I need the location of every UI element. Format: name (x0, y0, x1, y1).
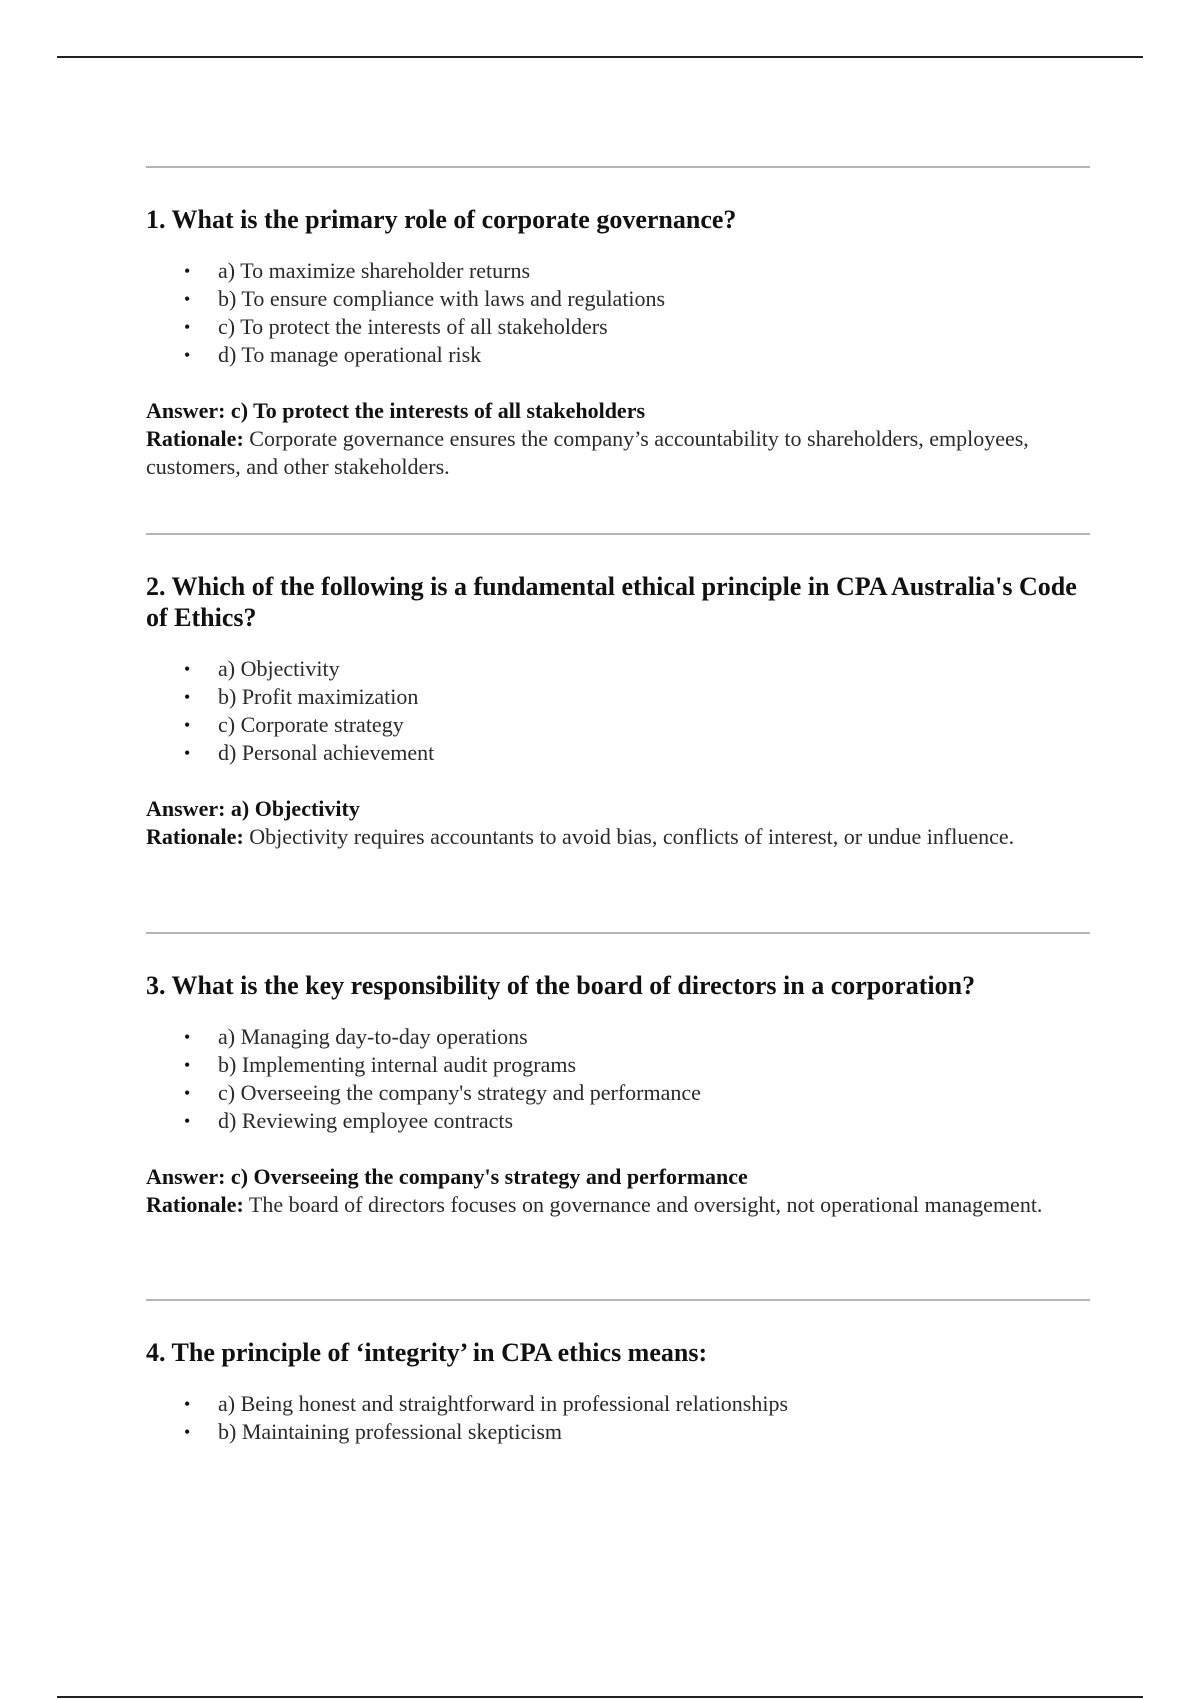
bullet-icon: • (184, 1083, 191, 1103)
bullet-icon: • (184, 1111, 191, 1131)
question-title: 4. The principle of ‘integrity’ in CPA ethics means: (146, 1338, 708, 1367)
page-bottom-rule (57, 1696, 1143, 1698)
option-text: b) Profit maximization (218, 684, 419, 709)
option-text: b) To ensure compliance with laws and regulations (218, 286, 666, 311)
option-text: a) Managing day-to-day operations (218, 1024, 528, 1049)
question-1 (146, 166, 1090, 481)
question-divider (146, 1299, 1090, 1301)
question-4 (146, 1299, 1090, 1446)
question-2 (146, 533, 1090, 851)
question-divider (146, 932, 1090, 934)
bullet-icon: • (184, 317, 191, 337)
option-item (146, 1051, 1090, 1079)
answer-block (146, 795, 1090, 851)
answer-text: Answer: a) Objectivity (146, 796, 360, 821)
bullet-icon: • (184, 743, 191, 763)
bullet-icon: • (184, 261, 191, 281)
bullet-icon: • (184, 289, 191, 309)
option-text: d) Personal achievement (218, 740, 435, 765)
rationale-label: Rationale: (146, 824, 244, 849)
answer-block (146, 1163, 1090, 1219)
option-item (146, 257, 1090, 285)
question-divider (146, 166, 1090, 168)
bullet-icon: • (184, 1027, 191, 1047)
rationale-label: Rationale: (146, 1192, 244, 1217)
option-text: d) To manage operational risk (218, 342, 482, 367)
option-text: b) Maintaining professional skepticism (218, 1419, 562, 1444)
option-text: a) Being honest and straightforward in professional relationships (218, 1391, 789, 1416)
option-text: b) Implementing internal audit programs (218, 1052, 577, 1077)
answer-block (146, 397, 1090, 481)
option-item (146, 1023, 1090, 1051)
rationale-text: Objectivity requires accountants to avoid bias, conflicts of interest, or undue influence. (249, 824, 1015, 849)
rationale-text: The board of directors focuses on governance and oversight, not operational management. (248, 1192, 1043, 1217)
option-text: d) Reviewing employee contracts (218, 1108, 514, 1133)
option-list (146, 1023, 1090, 1135)
option-list (146, 655, 1090, 767)
option-item (146, 711, 1090, 739)
option-item (146, 1107, 1090, 1135)
bullet-icon: • (184, 345, 191, 365)
option-item (146, 655, 1090, 683)
bullet-icon: • (184, 659, 191, 679)
bullet-icon: • (184, 715, 191, 735)
question-3 (146, 932, 1090, 1219)
option-text: c) Corporate strategy (218, 712, 404, 737)
option-item (146, 739, 1090, 767)
option-list (146, 1390, 1090, 1446)
rationale-label: Rationale: (146, 426, 244, 451)
rationale (146, 425, 1090, 481)
option-text: a) To maximize shareholder returns (218, 258, 531, 283)
question-title: 1. What is the primary role of corporate governance? (146, 205, 737, 234)
question-title: 3. What is the key responsibility of the board of directors in a corporation? (146, 971, 976, 1000)
rationale-text: Corporate governance ensures the company’s accountability to shareholders, employees, customers, and other stakeholders. (146, 426, 1029, 479)
option-item (146, 683, 1090, 711)
bullet-icon: • (184, 1394, 191, 1414)
rationale (146, 1191, 1090, 1219)
option-text: a) Objectivity (218, 656, 340, 681)
option-item (146, 285, 1090, 313)
option-text: c) To protect the interests of all stakeholders (218, 314, 608, 339)
option-list (146, 257, 1090, 369)
answer-text: Answer: c) To protect the interests of all stakeholders (146, 398, 646, 423)
bullet-icon: • (184, 1055, 191, 1075)
rationale (146, 823, 1090, 851)
option-item (146, 1418, 1090, 1446)
page-top-rule (57, 56, 1143, 58)
option-item (146, 313, 1090, 341)
option-text: c) Overseeing the company's strategy and performance (218, 1080, 701, 1105)
question-divider (146, 533, 1090, 535)
question-title: 2. Which of the following is a fundamental ethical principle in CPA Australia's Code of Ethics? (146, 572, 1077, 632)
answer-text: Answer: c) Overseeing the company's strategy and performance (146, 1164, 748, 1189)
option-item (146, 1079, 1090, 1107)
bullet-icon: • (184, 687, 191, 707)
option-item (146, 1390, 1090, 1418)
bullet-icon: • (184, 1422, 191, 1442)
option-item (146, 341, 1090, 369)
